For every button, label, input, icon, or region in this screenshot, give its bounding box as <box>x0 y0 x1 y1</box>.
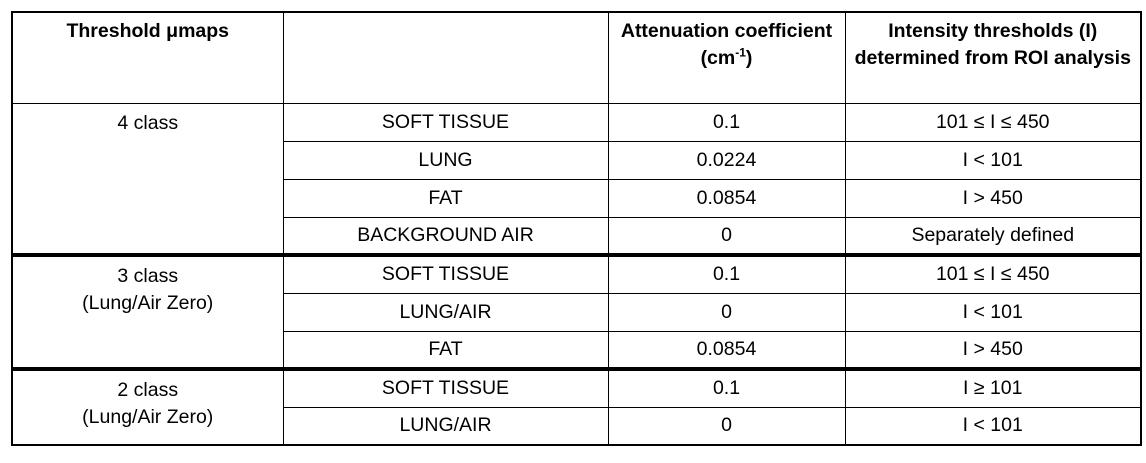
coefficient-cell: 0.1 <box>608 369 845 407</box>
header-tissue <box>283 12 608 103</box>
table-row <box>12 255 1141 293</box>
coefficient-cell: 0.1 <box>608 255 845 293</box>
header-intensity-thresholds: Intensity thresholds (I) determined from ROI analysis <box>845 12 1141 103</box>
coefficient-cell: 0 <box>608 293 845 331</box>
header-row <box>12 12 1141 103</box>
group-label <box>12 369 283 445</box>
threshold-cell: I < 101 <box>845 293 1141 331</box>
threshold-cell: 101 ≤ I ≤ 450 <box>845 103 1141 141</box>
group-label-line2: (Lung/Air Zero) <box>82 406 214 428</box>
group-label <box>12 103 283 255</box>
tissue-cell: LUNG/AIR <box>283 407 608 445</box>
group-label-line2: (Lung/Air Zero) <box>82 292 214 314</box>
header-attenuation-text: Attenuation coefficient (cm <box>620 20 833 69</box>
threshold-cell: I < 101 <box>845 407 1141 445</box>
group-label-line1: 4 class <box>117 111 179 134</box>
coefficient-cell: 0.1 <box>608 103 845 141</box>
threshold-cell: Separately defined <box>845 217 1141 255</box>
coefficient-cell: 0.0854 <box>608 331 845 369</box>
group-label-line1: 3 class <box>117 265 179 287</box>
tissue-cell: SOFT TISSUE <box>283 103 608 141</box>
threshold-table <box>11 11 1142 446</box>
tissue-cell: SOFT TISSUE <box>283 255 608 293</box>
coefficient-cell: 0 <box>608 407 845 445</box>
tissue-cell: FAT <box>283 331 608 369</box>
coefficient-cell: 0.0854 <box>608 179 845 217</box>
group-label-line1: 2 class <box>117 379 179 401</box>
table-body <box>12 103 1141 445</box>
table-row <box>12 103 1141 141</box>
table-header <box>12 12 1141 103</box>
threshold-cell: I ≥ 101 <box>845 369 1141 407</box>
coefficient-cell: 0.0224 <box>608 141 845 179</box>
threshold-cell: I < 101 <box>845 141 1141 179</box>
coefficient-cell: 0 <box>608 217 845 255</box>
header-attenuation <box>608 12 845 103</box>
tissue-cell: LUNG/AIR <box>283 293 608 331</box>
tissue-cell: SOFT TISSUE <box>283 369 608 407</box>
threshold-cell: I > 450 <box>845 331 1141 369</box>
group-label <box>12 255 283 369</box>
header-threshold-maps: Threshold μmaps <box>12 12 283 103</box>
header-attenuation-sup: -1 <box>735 45 746 60</box>
tissue-cell: BACKGROUND AIR <box>283 217 608 255</box>
threshold-cell: I > 450 <box>845 179 1141 217</box>
header-attenuation-end: ) <box>745 47 753 69</box>
threshold-cell: 101 ≤ I ≤ 450 <box>845 255 1141 293</box>
table-row <box>12 369 1141 407</box>
tissue-cell: FAT <box>283 179 608 217</box>
tissue-cell: LUNG <box>283 141 608 179</box>
